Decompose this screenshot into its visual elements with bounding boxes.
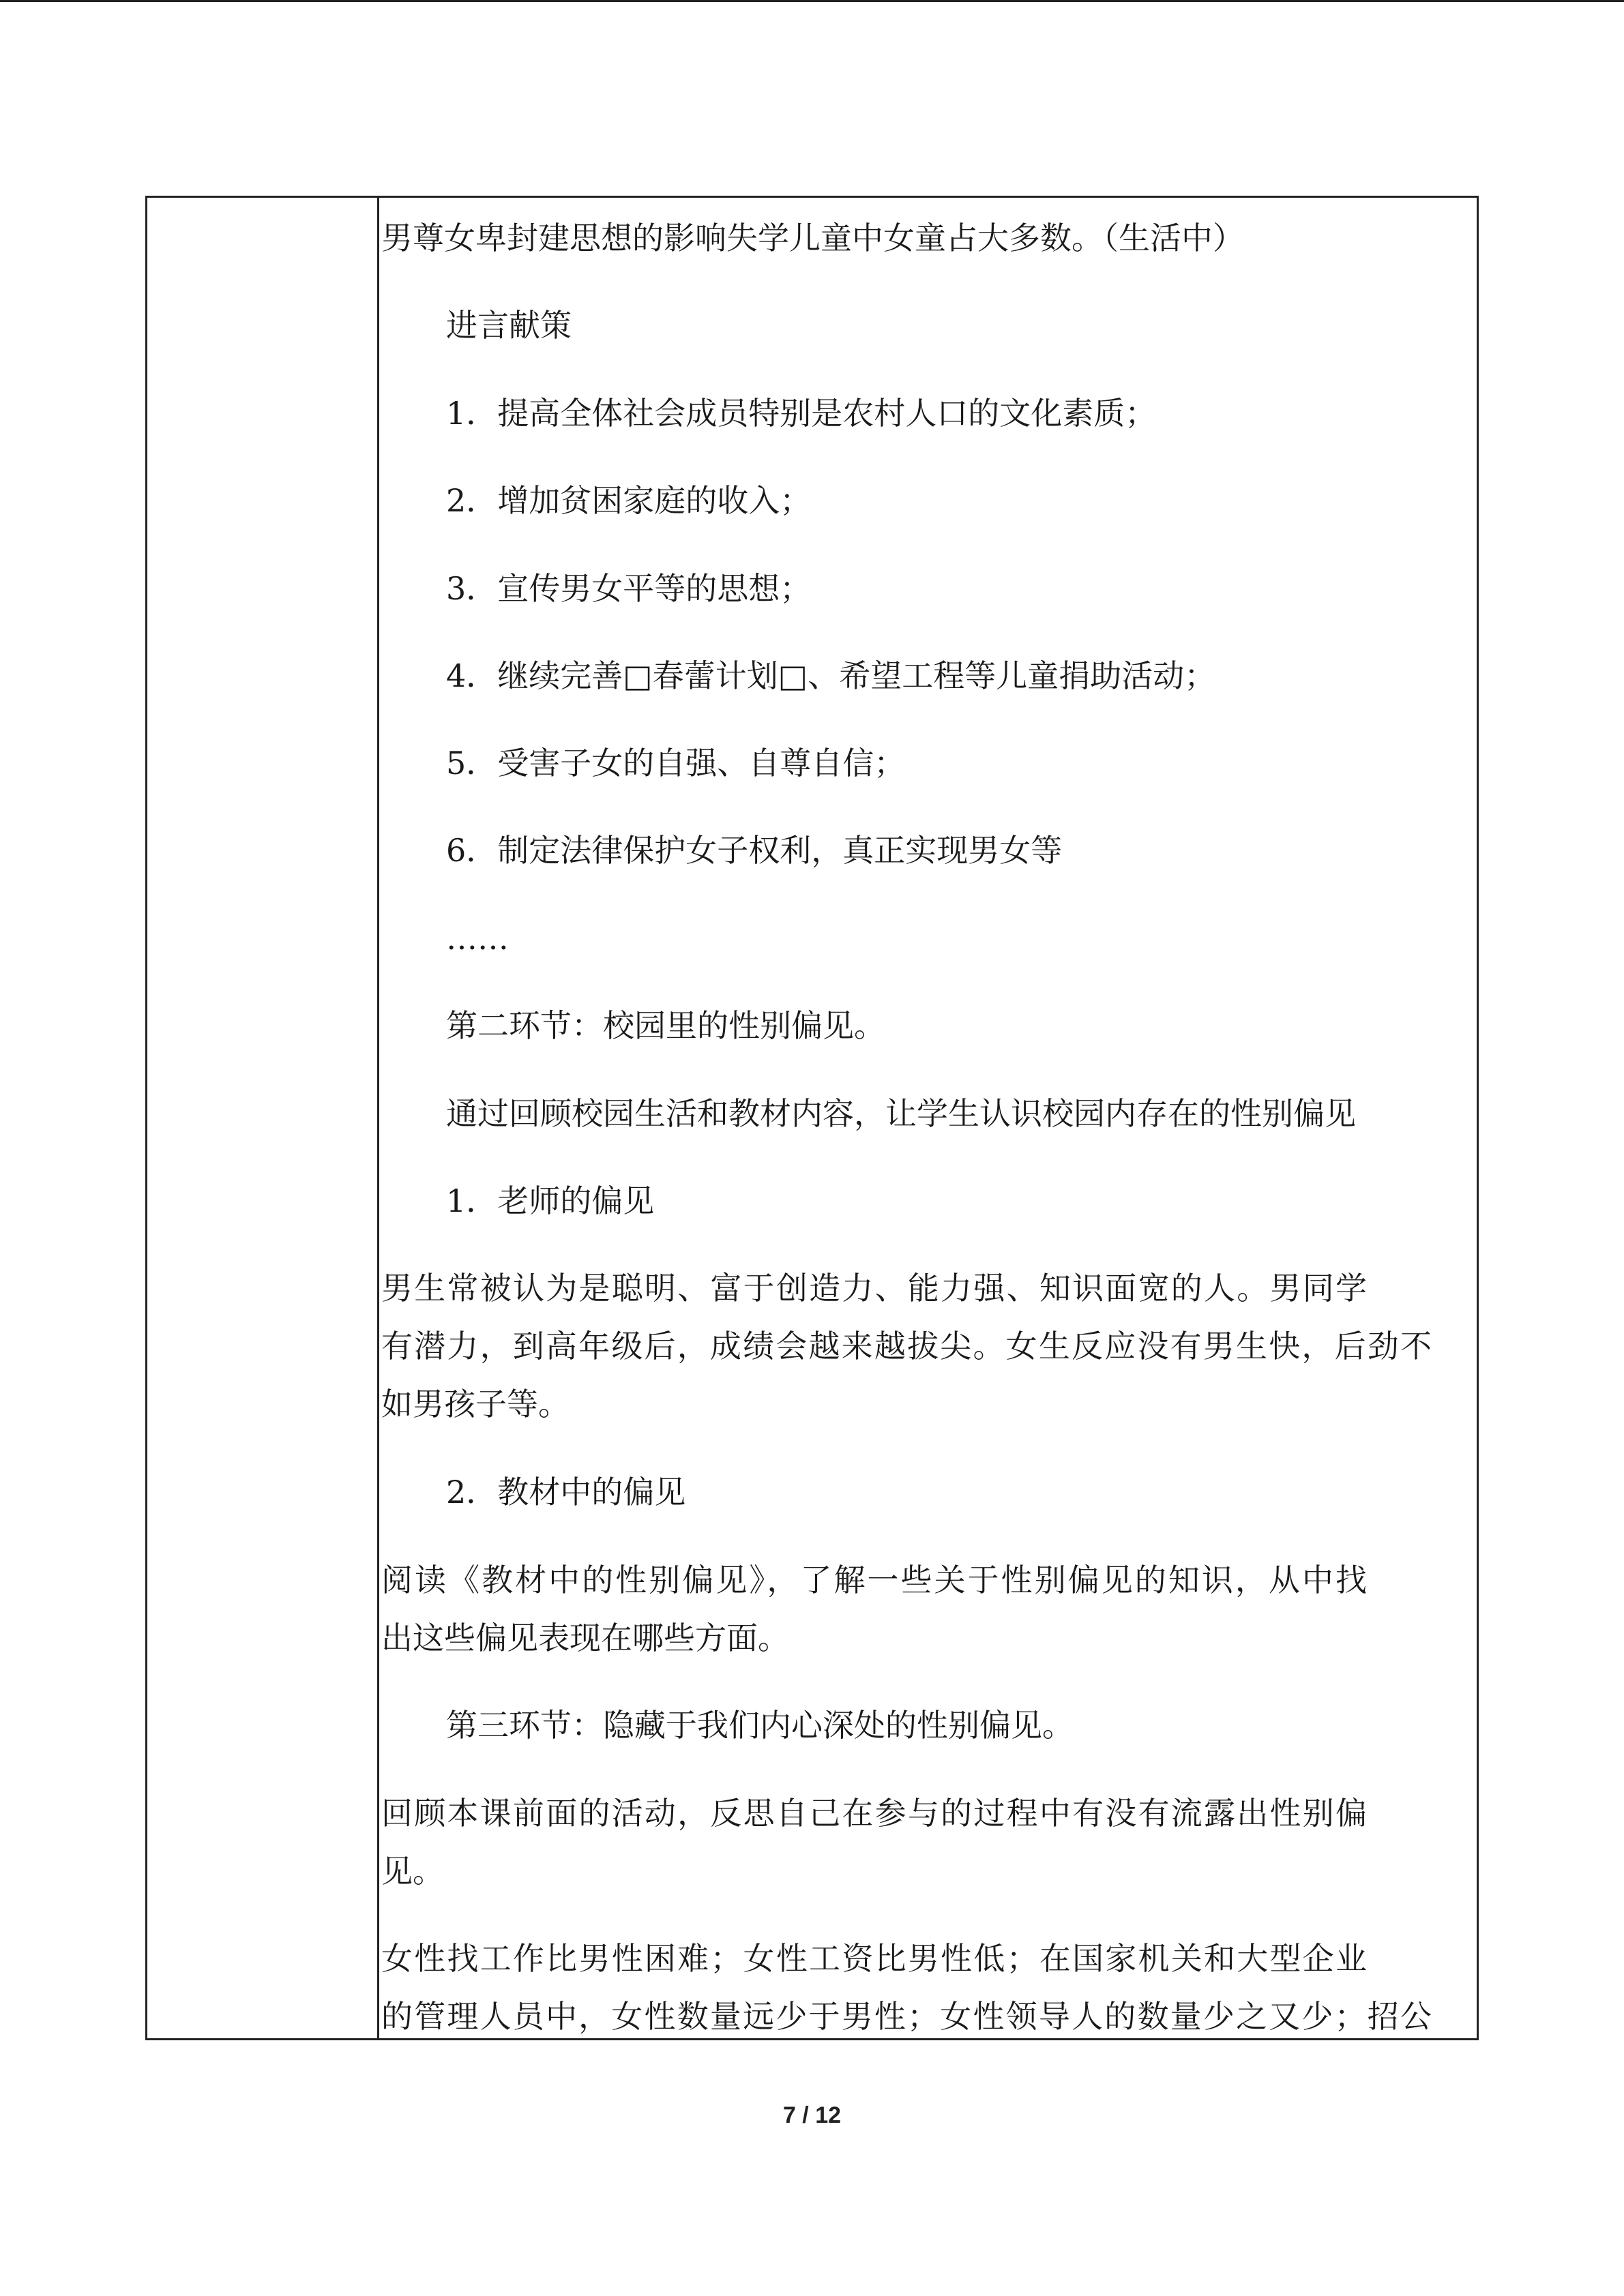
page-number: 7 / 12	[782, 2102, 842, 2128]
section-heading: 进言献策	[446, 307, 572, 344]
paragraph-line: 男尊女卑封建思想的影响失学儿童中女童占大多数。（生活中）	[381, 220, 1244, 256]
paragraph-line: 有潜力，到高年级后，成绩会越来越拔尖。女生反应没有男生快，后劲不	[381, 1328, 1432, 1365]
table-content-column	[381, 198, 1477, 2038]
list-item: 3．宣传男女平等的思想；	[446, 570, 812, 607]
paragraph-line: 通过回顾校园生活和教材内容，让学生认识校园内存在的性别偏见	[446, 1095, 1356, 1132]
paragraph-line: 如男孩子等。	[381, 1386, 570, 1422]
list-item: 2．教材中的偏见	[446, 1474, 686, 1510]
paragraph-line: 女性找工作比男性困难；女性工资比男性低；在国家机关和大型企业	[381, 1940, 1367, 1977]
lesson-table	[145, 196, 1479, 2040]
list-item: 6．制定法律保护女子权利，真正实现男女等	[446, 832, 1063, 869]
paragraph-line: 见。	[381, 1853, 444, 1890]
ellipsis-line: ……	[446, 920, 509, 957]
list-item: 2．增加贫困家庭的收入；	[446, 482, 812, 519]
top-border-rule	[0, 0, 1624, 2]
list-item: 1．提高全体社会成员特别是农村人口的文化素质；	[446, 395, 1157, 432]
table-left-column	[147, 198, 379, 2038]
paragraph-line: 阅读《教材中的性别偏见》，了解一些关于性别偏见的知识，从中找	[381, 1562, 1367, 1598]
list-item: 1．老师的偏见	[446, 1182, 655, 1219]
section-heading: 第二环节：校园里的性别偏见。	[446, 1007, 885, 1044]
paragraph-line: 男生常被认为是聪明、富于创造力、能力强、知识面宽的人。男同学	[381, 1270, 1367, 1307]
list-item: 4．继续完善□春蕾计划□、希望工程等儿童捐助活动；	[446, 657, 1216, 694]
list-item: 5．受害子女的自强、自尊自信；	[446, 745, 906, 781]
paragraph-line: 回顾本课前面的活动，反思自己在参与的过程中有没有流露出性别偏	[381, 1795, 1367, 1832]
paragraph-line: 出这些偏见表现在哪些方面。	[381, 1620, 789, 1656]
section-heading: 第三环节：隐藏于我们内心深处的性别偏见。	[446, 1707, 1074, 1744]
paragraph-line: 的管理人员中，女性数量远少于男性；女性领导人的数量少之又少；招公	[381, 1998, 1432, 2035]
